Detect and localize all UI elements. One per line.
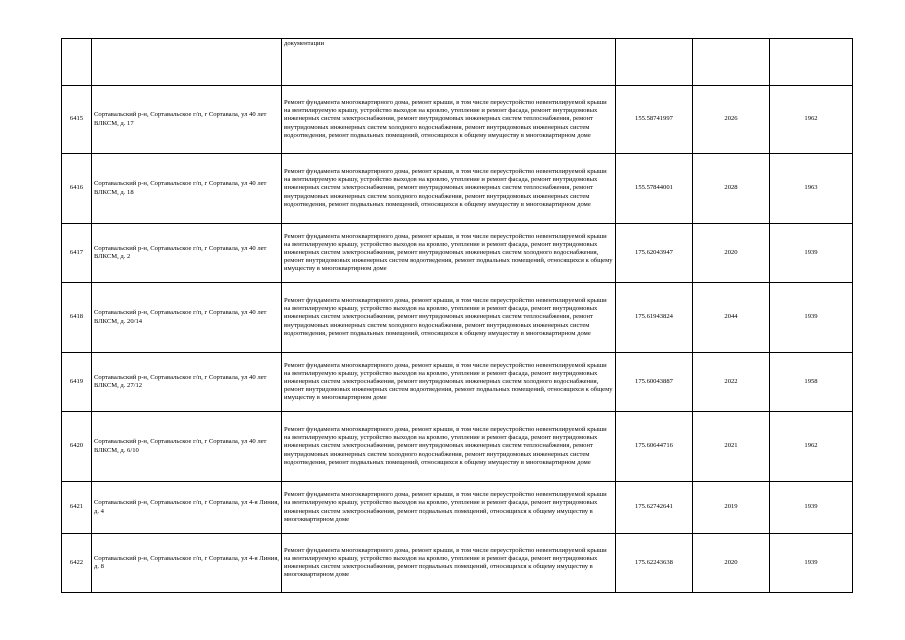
- cell-works: Ремонт фундамента многоквартирного дома, ремонт крыши, в том числе переустройство невентилируемой крыши на вентилируемую крышу, устройство выходов на кровлю, утепление и ремонт фасада, ремонт внутридомовых инженерных систем электроснабжения, ремонт внутридомовых инженерных систем холодного водоснабжения, ремонт внутридомовых инженерных систем водоотведения, ремонт подвальных помещений, относящихся к общему имуществу в многоквартирном доме: [282, 353, 616, 412]
- cell-year: 2020: [693, 224, 770, 283]
- cell-built: [770, 39, 853, 86]
- cell-built: 1939: [770, 283, 853, 353]
- cell-works: Ремонт фундамента многоквартирного дома, ремонт крыши, в том числе переустройство невентилируемой крыши на вентилируемую крышу, устройство выходов на кровлю, утепление и ремонт фасада, ремонт внутридомовых инженерных систем электроснабжения, ремонт внутридомовых инженерных систем холодного водоснабжения, ремонт внутридомовых инженерных систем водоотведения, ремонт подвальных помещений, относящихся к общему имуществу в многоквартирном доме: [282, 224, 616, 283]
- cell-year: 2019: [693, 482, 770, 534]
- cell-address: Сортавальский р-н, Сортавальское г/п, г Сортавала, ул 40 лет ВЛКСМ, д. 17: [92, 86, 282, 154]
- cell-built: 1962: [770, 412, 853, 482]
- table-row: [62, 482, 853, 534]
- cell-works: Ремонт фундамента многоквартирного дома, ремонт крыши, в том числе переустройство невентилируемой крыши на вентилируемую крышу, устройство выходов на кровлю, утепление и ремонт фасада, ремонт внутридомовых инженерных систем электроснабжения, ремонт внутридомовых инженерных систем теплоснабжения, ремонт внутридомовых инженерных систем холодного водоснабжения, ремонт внутридомовых инженерных систем водоотведения, ремонт подвальных помещений, относящихся к общему имуществу в многоквартирном доме: [282, 86, 616, 154]
- cell-value: [616, 39, 693, 86]
- cell-works: Ремонт фундамента многоквартирного дома, ремонт крыши, в том числе переустройство невентилируемой крыши на вентилируемую крышу, устройство выходов на кровлю, утепление и ремонт фасада, ремонт внутридомовых инженерных систем электроснабжения, ремонт подвальных помещений, относящихся к общему имуществу в многоквартирном доме: [282, 534, 616, 593]
- cell-num: [62, 39, 92, 86]
- cell-num: 6420: [62, 412, 92, 482]
- cell-num: 6415: [62, 86, 92, 154]
- cell-num: 6416: [62, 154, 92, 224]
- cell-built: 1939: [770, 482, 853, 534]
- cell-address: Сортавальский р-н, Сортавальское г/п, г Сортавала, ул 40 лет ВЛКСМ, д. 2: [92, 224, 282, 283]
- cell-num: 6421: [62, 482, 92, 534]
- cell-year: 2020: [693, 534, 770, 593]
- cell-value: 175.61943824: [616, 283, 693, 353]
- cell-built: 1962: [770, 86, 853, 154]
- cell-value: 175.60644716: [616, 412, 693, 482]
- cell-address: [92, 39, 282, 86]
- cell-value: 175.62043947: [616, 224, 693, 283]
- cell-year: 2026: [693, 86, 770, 154]
- cell-address: Сортавальский р-н, Сортавальское г/п, г Сортавала, ул 40 лет ВЛКСМ, д. 6/10: [92, 412, 282, 482]
- table-row: [62, 353, 853, 412]
- table-row: [62, 86, 853, 154]
- cell-num: 6419: [62, 353, 92, 412]
- cell-address: Сортавальский р-н, Сортавальское г/п, г Сортавала, ул 4-я Линия, д. 4: [92, 482, 282, 534]
- table-row: [62, 224, 853, 283]
- table-row: [62, 412, 853, 482]
- cell-works: Ремонт фундамента многоквартирного дома, ремонт крыши, в том числе переустройство невентилируемой крыши на вентилируемую крышу, устройство выходов на кровлю, утепление и ремонт фасада, ремонт внутридомовых инженерных систем электроснабжения, ремонт внутридомовых инженерных систем теплоснабжения, ремонт внутридомовых инженерных систем холодного водоснабжения, ремонт внутридомовых инженерных систем водоотведения, ремонт подвальных помещений, относящихся к общему имуществу в многоквартирном доме: [282, 283, 616, 353]
- table-row: [62, 534, 853, 593]
- cell-works: Ремонт фундамента многоквартирного дома, ремонт крыши, в том числе переустройство невентилируемой крыши на вентилируемую крышу, устройство выходов на кровлю, утепление и ремонт фасада, ремонт внутридомовых инженерных систем электроснабжения, ремонт внутридомовых инженерных систем теплоснабжения, ремонт внутридомовых инженерных систем холодного водоснабжения, ремонт внутридомовых инженерных систем водоотведения, ремонт подвальных помещений, относящихся к общему имуществу в многоквартирном доме: [282, 154, 616, 224]
- repair-register-table: [61, 38, 853, 593]
- cell-num: 6417: [62, 224, 92, 283]
- table-row: [62, 154, 853, 224]
- cell-address: Сортавальский р-н, Сортавальское г/п, г Сортавала, ул 40 лет ВЛКСМ, д. 20/14: [92, 283, 282, 353]
- cell-built: 1963: [770, 154, 853, 224]
- cell-value: 155.58741997: [616, 86, 693, 154]
- cell-built: 1939: [770, 224, 853, 283]
- cell-address: Сортавальский р-н, Сортавальское г/п, г Сортавала, ул 40 лет ВЛКСМ, д. 18: [92, 154, 282, 224]
- cell-works: Ремонт фундамента многоквартирного дома, ремонт крыши, в том числе переустройство невентилируемой крыши на вентилируемую крышу, устройство выходов на кровлю, утепление и ремонт фасада, ремонт внутридомовых инженерных систем электроснабжения, ремонт подвальных помещений, относящихся к общему имуществу в многоквартирном доме: [282, 482, 616, 534]
- cell-year: [693, 39, 770, 86]
- table-row: [62, 283, 853, 353]
- cell-year: 2022: [693, 353, 770, 412]
- cell-num: 6422: [62, 534, 92, 593]
- table-body: [62, 39, 853, 593]
- cell-address: Сортавальский р-н, Сортавальское г/п, г Сортавала, ул 40 лет ВЛКСМ, д. 27/12: [92, 353, 282, 412]
- cell-value: 175.60043887: [616, 353, 693, 412]
- cell-works: Ремонт фундамента многоквартирного дома, ремонт крыши, в том числе переустройство невентилируемой крыши на вентилируемую крышу, устройство выходов на кровлю, утепление и ремонт фасада, ремонт внутридомовых инженерных систем электроснабжения, ремонт внутридомовых инженерных систем теплоснабжения, ремонт внутридомовых инженерных систем холодного водоснабжения, ремонт внутридомовых инженерных систем водоотведения, ремонт подвальных помещений, относящихся к общему имуществу в многоквартирном доме: [282, 412, 616, 482]
- cell-works: документации: [282, 39, 616, 86]
- cell-num: 6418: [62, 283, 92, 353]
- cell-value: 175.62243638: [616, 534, 693, 593]
- cell-year: 2044: [693, 283, 770, 353]
- cell-built: 1939: [770, 534, 853, 593]
- cell-year: 2028: [693, 154, 770, 224]
- cell-value: 175.62742641: [616, 482, 693, 534]
- cell-year: 2021: [693, 412, 770, 482]
- table-row-continued: [62, 39, 853, 86]
- cell-built: 1958: [770, 353, 853, 412]
- cell-address: Сортавальский р-н, Сортавальское г/п, г Сортавала, ул 4-я Линия, д. 8: [92, 534, 282, 593]
- cell-value: 155.57844001: [616, 154, 693, 224]
